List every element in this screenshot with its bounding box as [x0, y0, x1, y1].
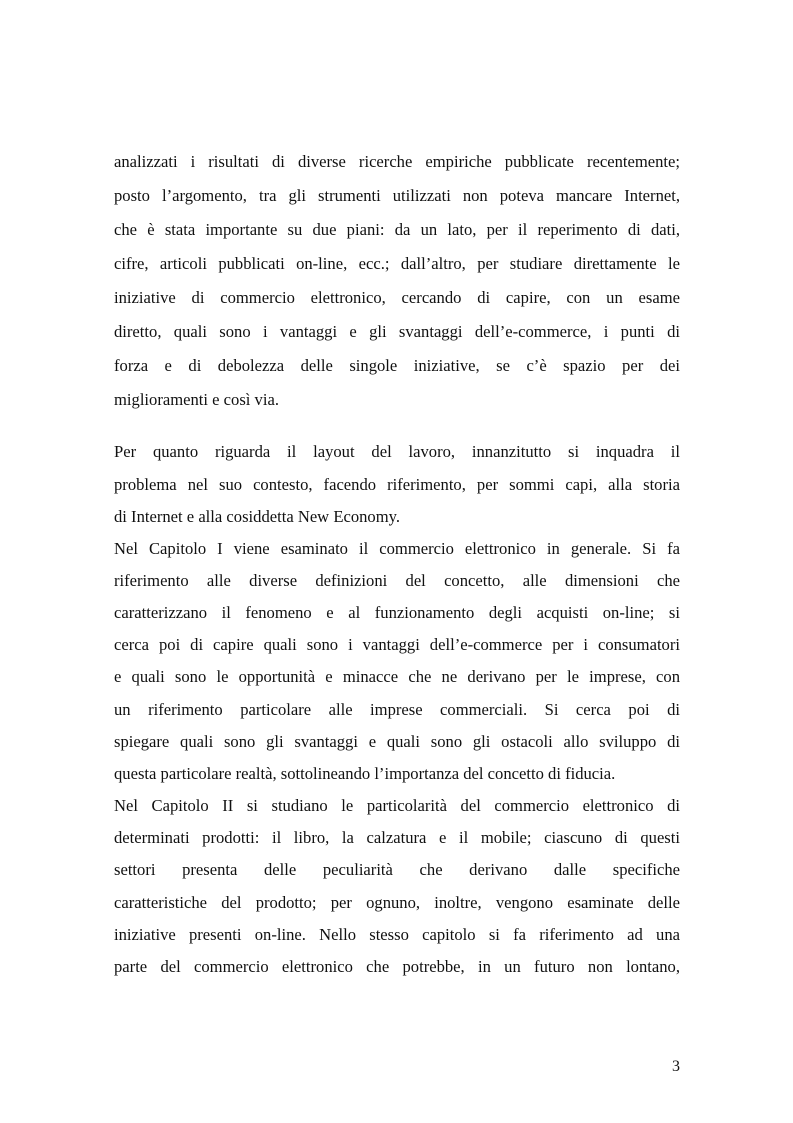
text-line: Nel Capitolo I viene esaminato il commercio elettronico in generale. Si fa	[114, 539, 680, 558]
text-line: iniziative di commercio elettronico, cercando di capire, con un esame	[114, 288, 680, 307]
text-line: Per quanto riguarda il layout del lavoro, innanzitutto si inquadra il	[114, 442, 680, 461]
text-line: che è stata importante su due piani: da un lato, per il reperimento di dati,	[114, 220, 680, 239]
text-line: cifre, articoli pubblicati on-line, ecc.; dall’altro, per studiare direttamente le	[114, 254, 680, 273]
text-line: cerca poi di capire quali sono i vantaggi dell’e-commerce per i consumatori	[114, 635, 680, 654]
text-line: Nel Capitolo II si studiano le particolarità del commercio elettronico di	[114, 796, 680, 815]
text-line: miglioramenti e così via.	[114, 390, 279, 409]
text-line: e quali sono le opportunità e minacce che ne derivano per le imprese, con	[114, 667, 680, 686]
text-line: problema nel suo contesto, facendo riferimento, per sommi capi, alla storia	[114, 475, 680, 494]
text-line: spiegare quali sono gli svantaggi e quali sono gli ostacoli allo sviluppo di	[114, 732, 680, 751]
text-line: un riferimento particolare alle imprese commerciali. Si cerca poi di	[114, 700, 680, 719]
text-line: diretto, quali sono i vantaggi e gli svantaggi dell’e-commerce, i punti di	[114, 322, 680, 341]
text-line: iniziative presenti on-line. Nello stesso capitolo si fa riferimento ad una	[114, 925, 680, 944]
text-line: forza e di debolezza delle singole iniziative, se c’è spazio per dei	[114, 356, 680, 375]
text-line: settori presenta delle peculiarità che derivano dalle specifiche	[114, 860, 680, 879]
page-number: 3	[672, 1058, 680, 1075]
text-line: determinati prodotti: il libro, la calzatura e il mobile; ciascuno di questi	[114, 828, 680, 847]
text-line: riferimento alle diverse definizioni del concetto, alle dimensioni che	[114, 571, 680, 590]
text-line: posto l’argomento, tra gli strumenti utilizzati non poteva mancare Internet,	[114, 186, 680, 205]
text-line: questa particolare realtà, sottolineando l’importanza del concetto di fiducia.	[114, 764, 616, 783]
text-line: analizzati i risultati di diverse ricerche empiriche pubblicate recentemente;	[114, 152, 680, 171]
text-line: di Internet e alla cosiddetta New Economy.	[114, 507, 400, 526]
text-line: caratteristiche del prodotto; per ognuno, inoltre, vengono esaminate delle	[114, 893, 680, 912]
text-line: parte del commercio elettronico che potrebbe, in un futuro non lontano,	[114, 957, 680, 976]
text-line: caratterizzano il fenomeno e al funzionamento degli acquisti on-line; si	[114, 603, 680, 622]
